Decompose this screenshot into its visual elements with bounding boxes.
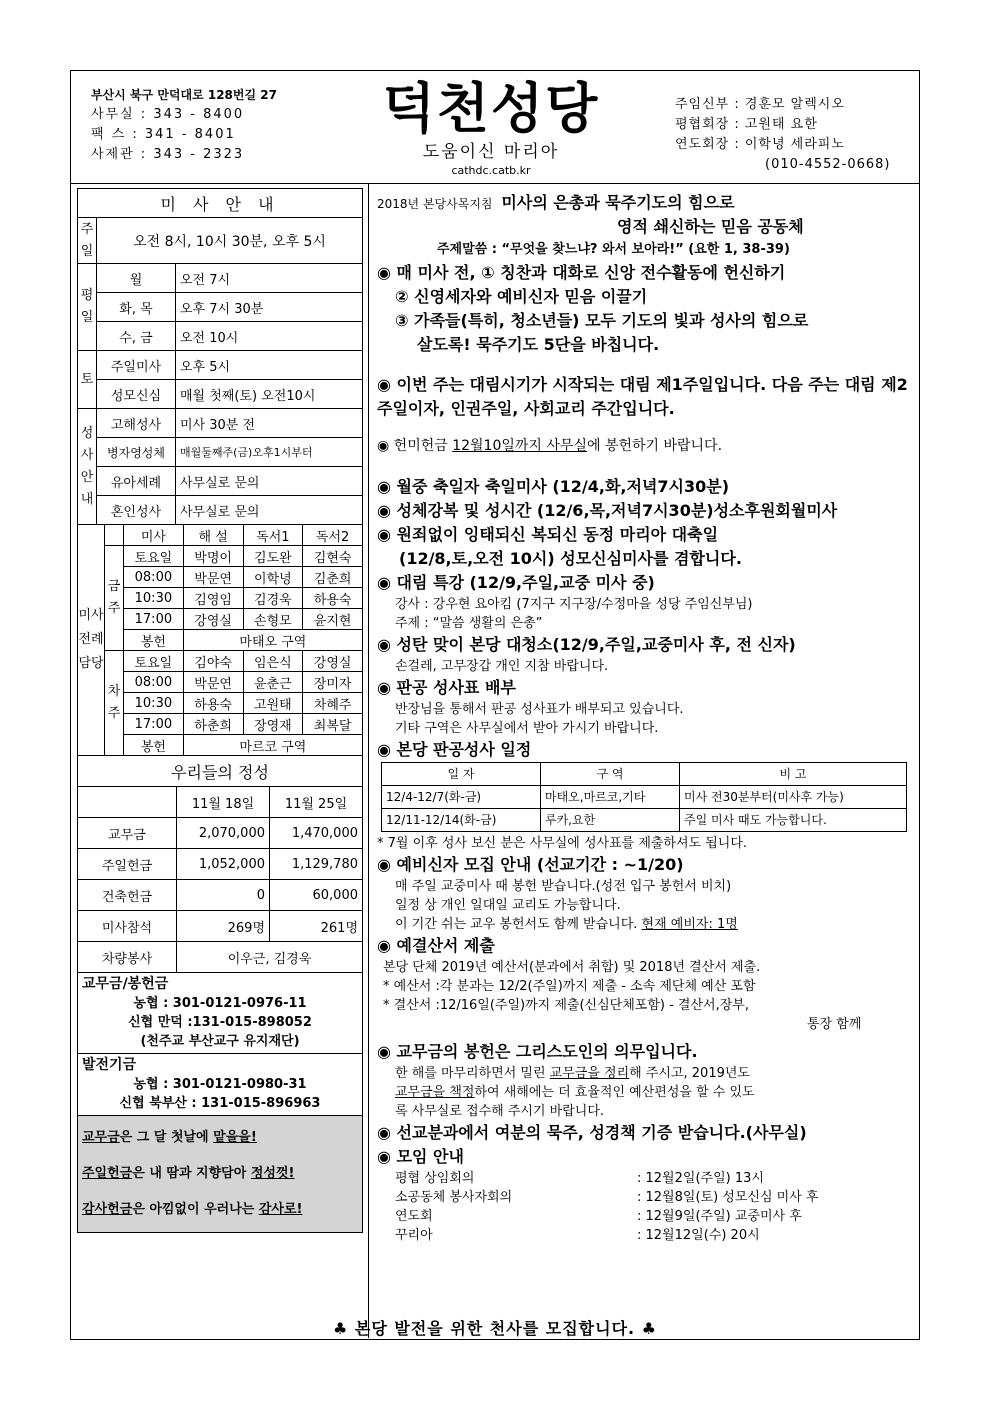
weekday-day: 화, 목 [97,293,176,322]
notice-heading: ◉ 성체강복 및 성시간 (12/6,목,저녁7시30분)성소후원회월미사 [377,501,838,520]
table-cell: 김경욱 [243,588,303,609]
slogan [82,1192,358,1228]
meeting-name: 꾸리아 [395,1228,433,1243]
notice-line: ③ 가족들(특히, 청소년들) 모두 기도의 빛과 성사의 힘으로 [395,311,809,330]
rectory-phone: 사제관 : 343 - 2323 [91,147,245,162]
sacrament-name: 유아세례 [97,467,176,496]
table-cell: 박명이 [183,546,243,567]
table-cell: 임은식 [243,651,303,672]
table-cell: 마태오,마르코,기타 [541,786,680,809]
meeting-row [377,1207,913,1226]
notice-heading: ◉ 예결산서 제출 [377,936,495,955]
meeting-name: 평협 상임회의 [395,1171,475,1186]
table-cell: 최복달 [303,714,363,735]
column-divider [368,183,369,1338]
table-cell: 김영임 [183,588,243,609]
row-label: 건축헌금 [78,880,177,911]
notice-line [377,915,913,934]
mass-guide-table [77,188,363,525]
weekday-day: 수, 금 [97,322,176,351]
notice-heading: ◉ 예비신자 모집 안내 (선교기간 : ~1/20) [377,855,684,874]
contact-info [91,85,277,165]
notice-line: 록 사무실로 접수해 주시기 바랍니다. [395,1104,605,1119]
saturday-item: 성모신심 [97,380,176,409]
week1-label: 금주 [105,546,124,651]
table-cell: 토요일 [124,651,184,672]
table-cell: 박문연 [183,567,243,588]
table-cell: 루카,요한 [541,809,680,832]
sunday-times: 오전 8시, 10시 30분, 오후 5시 [97,218,363,264]
catechumen-count: 현재 예비자: 1명 [641,917,738,932]
notice-line: * 결산서 :12/16일(주일)까지 제출(신심단체포함) - 결산서,장부, [383,998,749,1013]
column-header: 11월 18일 [177,787,270,818]
table-cell: 윤지현 [303,609,363,630]
account-heading: 발전기금 [82,1057,137,1073]
car-service-value: 이우근, 김경욱 [177,942,363,973]
theme-verse: 주제말씀 : “무엇을 찾느냐? 와서 보아라!” (요한 1, 38-39) [437,242,790,257]
offering-notice [377,435,913,457]
meeting-time: : 12월8일(토) 성모신심 미사 후 [637,1190,819,1205]
table-cell: 강영실 [303,651,363,672]
liturgy-duty-table [77,524,363,756]
week2-label: 차주 [105,651,124,756]
yeondo-phone: (010-4552-0668) [765,157,891,172]
sacrament-name: 고해성사 [97,409,176,438]
table-cell: 0 [177,880,270,911]
notice-text: 이 기간 쉬는 교우 봉헌서도 함께 받습니다. [395,917,642,932]
policy-prefix: 2018년 본당사목지침 [377,197,493,211]
saturday-item: 주일미사 [97,351,176,380]
advent-notice: ◉ 이번 주는 대림시기가 시작되는 대림 제1주일입니다. 다음 주는 대림 제2주일이자, 인권주일, 사회교리 주간입니다. [377,375,908,418]
table-cell: 269명 [177,911,270,942]
row-label: 교무금 [78,818,177,849]
table-cell: 장영재 [243,714,303,735]
council-president: 평협회장 : 고원태 요한 [675,117,818,132]
notice-heading: ◉ 교무금의 봉헌은 그리스도인의 의무입니다. [377,1042,698,1061]
table-cell: 김도완 [243,546,303,567]
table-cell: 하용숙 [183,693,243,714]
address: 부산시 북구 만덕대로 128번길 27 [91,88,277,102]
website-url: cathdc.catb.kr [451,164,531,177]
office-phone: 사무실 : 343 - 8400 [91,107,245,122]
notice-line: 기타 구역은 사무실에서 받아 가시기 바랍니다. [395,721,659,736]
slogan-key: 교무금 [82,1130,120,1145]
notice-text: 에 봉헌하기 바랍니다. [586,438,723,454]
table-cell: 17:00 [124,609,184,630]
duty-header: 독서2 [303,525,363,546]
column-header: 일 자 [382,763,541,786]
table-cell: 토요일 [124,546,184,567]
masthead [371,77,611,179]
table-cell: 차혜주 [303,693,363,714]
meeting-name: 소공동체 봉사자회의 [395,1190,513,1205]
weekday-label: 평일 [78,264,97,351]
policy-line: 영적 쇄신하는 믿음 공동체 [617,217,804,236]
table-cell: 10:30 [124,693,184,714]
sacrament-label: 성사안내 [78,409,97,525]
notice-heading: ◉ 매 미사 전, ① 칭찬과 대화로 신앙 전수활동에 헌신하기 [377,263,786,282]
notice-line: 살도록! 묵주기도 5단을 바칩니다. [417,335,660,354]
footer-banner: ♣ 본당 발전을 위한 천사를 모집합니다. ♣ [332,1319,658,1338]
weekday-day: 월 [97,264,176,293]
duty-header: 해 설 [183,525,243,546]
duty-corner [105,525,124,546]
slogan-key: 정성껏! [250,1166,295,1181]
table-cell: 박문연 [183,672,243,693]
notice-deadline: 12월10일까지 사무실 [452,438,587,454]
account-holder: (천주교 부산교구 유지재단) [140,1034,300,1049]
sacrament-info: 사무실로 문의 [176,496,363,525]
car-service-label: 차량봉사 [78,942,177,973]
sacrament-name: 병자영성체 [97,438,176,467]
meeting-time: : 12월9일(주일) 교중미사 후 [637,1209,802,1224]
table-cell: 마태오 구역 [183,630,362,651]
table-cell [78,787,177,818]
weekday-time: 오후 7시 30분 [176,293,363,322]
notice-heading: ◉ 선교분과에서 여분의 묵주, 성경책 기증 받습니다.(사무실) [377,1123,807,1142]
notice-line: 강사 : 강우현 요아킴 (7지구 지구장/수정마을 성당 주임신부님) [395,597,753,612]
table-cell: 10:30 [124,588,184,609]
confession-schedule-table [381,762,907,832]
policy-line: 미사의 은총과 묵주기도의 힘으로 [501,193,735,212]
notice-emphasis: 교무금을 책정 [395,1085,475,1100]
account-number: 농협 : 301-0121-0976-11 [133,996,307,1011]
slogan-key: 맡을을! [213,1130,257,1145]
table-cell: 08:00 [124,567,184,588]
notice-line: * 7월 이후 성사 보신 분은 사무실에 성사표를 제출하셔도 됩니다. [377,836,748,851]
table-cell: 17:00 [124,714,184,735]
notice-line [377,1083,913,1102]
table-cell: 1,470,000 [270,818,363,849]
bulletin-frame [70,70,920,1340]
notice-heading: ◉ 월중 축일자 축일미사 (12/4,화,저녁7시30분) [377,477,730,496]
table-cell: 261명 [270,911,363,942]
account-number: 농협 : 301-0121-0980-31 [133,1077,307,1092]
notice-line [377,1064,913,1083]
sacrament-info: 매월둘째주(금)오후1시부터 [176,438,363,467]
table-cell: 강영실 [183,609,243,630]
table-cell: 마르코 구역 [183,735,362,756]
table-cell: 12/11-12/14(화-금) [382,809,541,832]
sacrament-info: 미사 30분 전 [176,409,363,438]
staff-info [675,95,891,175]
slogan-text: 은 내 땀과 지향담아 [132,1166,251,1181]
slogan-key: 감사헌금 [82,1202,133,1217]
table-cell: 고원태 [243,693,303,714]
slogan [82,1120,358,1156]
saturday-label: 토 [78,351,97,409]
notice-heading: ◉ 원죄없이 잉태되신 복되신 동정 마리아 대축일 [377,525,719,544]
weekday-time: 오전 7시 [176,264,363,293]
table-cell: 윤춘근 [243,672,303,693]
meeting-name: 연도회 [395,1209,433,1224]
notice-line: 반장님을 통해서 판공 성사표가 배부되고 있습니다. [395,702,684,717]
table-cell: 하용숙 [303,588,363,609]
account-number: 신협 북부산 : 131-015-896963 [119,1096,321,1111]
table-cell: 1,129,780 [270,849,363,880]
saturday-time: 매월 첫째(토) 오전10시 [176,380,363,409]
sunday-label: 주일 [78,218,97,264]
row-label: 주일헌금 [78,849,177,880]
notice-text: ◉ 헌미헌금 [377,438,453,454]
duty-header: 독서1 [243,525,303,546]
duty-header: 미사 [124,525,184,546]
slogan-key: 감사로! [258,1202,303,1217]
table-cell: 봉헌 [124,630,184,651]
slogan-key: 주일헌금 [82,1166,133,1181]
table-cell: 2,070,000 [177,818,270,849]
table-cell: 이학녕 [243,567,303,588]
notice-text: 한 해를 마무리하면서 밀린 [395,1066,550,1081]
slogan-text: 은 아낌없이 우러나는 [132,1202,259,1217]
duty-side-label: 미사전례담당 [78,525,105,756]
left-column [77,188,363,1233]
slogan [82,1156,358,1192]
notice-line: (12/8,토,오전 10시) 성모신심미사를 겸합니다. [399,549,742,568]
notice-line: 일정 상 개인 일대일 교리도 가능합니다. [395,898,621,913]
sacrament-name: 혼인성사 [97,496,176,525]
meeting-row [377,1226,913,1245]
notices-column [377,191,913,1245]
account-number: 신협 만덕 :131-015-898052 [128,1015,312,1030]
notice-line: 주제 : “말씀 생활의 은총” [395,616,543,631]
table-cell: 봉헌 [124,735,184,756]
weekday-time: 오전 10시 [176,322,363,351]
notice-heading: ◉ 판공 성사표 배부 [377,678,516,697]
meeting-row [377,1169,913,1188]
table-cell: 12/4-12/7(화-금) [382,786,541,809]
page-title: 덕천성당 [382,77,600,140]
column-header: 11월 25일 [270,787,363,818]
pastor: 주임신부 : 경훈모 알렉시오 [675,97,845,112]
notice-line: 본당 단체 2019년 예산서(분과에서 취합) 및 2018년 결산서 제출. [383,960,761,975]
table-cell: 김현숙 [303,546,363,567]
notice-heading: ◉ 모임 안내 [377,1147,464,1166]
meeting-row [377,1188,913,1207]
offerings-table [77,755,363,973]
notice-line: 매 주일 교중미사 때 봉헌 받습니다.(성전 입구 봉헌서 비치) [395,879,732,894]
table-cell: 하춘희 [183,714,243,735]
account-heading: 교무금/봉헌금 [82,976,169,992]
mass-guide-caption: 미 사 안 내 [78,189,363,218]
pastoral-policy [377,191,913,215]
notice-line: 손걸레, 고무장갑 개인 지참 바랍니다. [395,659,609,674]
saturday-time: 오후 5시 [176,351,363,380]
row-label: 미사참석 [78,911,177,942]
meeting-time: : 12월12일(수) 20시 [637,1228,760,1243]
notice-emphasis: 교무금을 정리 [549,1066,630,1081]
table-cell: 미사 전30분부터(미사후 가능) [680,786,907,809]
table-cell: 손형모 [243,609,303,630]
offerings-caption: 우리들의 정성 [78,756,363,787]
table-cell: 주일 미사 때도 가능합니다. [680,809,907,832]
notice-line: * 예산서 :각 분과는 12/2(주일)까지 제출 - 소속 제단체 예산 포함 [383,979,756,994]
notice-text: 해 주시고, 2019년도 [629,1066,750,1081]
notice-line: 통장 함께 [807,1017,862,1032]
slogan-text: 은 그 달 첫날에 [119,1130,214,1145]
table-cell: 김춘희 [303,567,363,588]
table-cell: 장미자 [303,672,363,693]
notice-heading: ◉ 성탄 맞이 본당 대청소(12/9,주일,교중미사 후, 전 신자) [377,635,796,654]
column-header: 구 역 [541,763,680,786]
table-cell: 08:00 [124,672,184,693]
table-cell: 김야숙 [183,651,243,672]
notice-heading: ◉ 본당 판공성사 일정 [377,740,532,759]
table-cell: 60,000 [270,880,363,911]
subtitle: 도움이신 마리아 [422,142,560,162]
yeondo-president: 연도회장 : 이학녕 세라피노 [675,137,845,152]
notice-line: ② 신영세자와 예비신자 믿음 이끌기 [395,287,648,306]
sacrament-info: 사무실로 문의 [176,467,363,496]
slogans-box [77,1116,363,1233]
account-info [77,973,363,1054]
fund-account-info [77,1054,363,1116]
notice-text: 하여 새해에는 더 효율적인 예산편성을 할 수 있도 [474,1085,755,1100]
table-cell: 1,052,000 [177,849,270,880]
header-divider [71,183,919,184]
meeting-time: : 12월2일(주일) 13시 [637,1171,764,1186]
column-header: 비 고 [680,763,907,786]
fax: 팩 스 : 341 - 8401 [91,127,236,142]
notice-heading: ◉ 대림 특강 (12/9,주일,교중 미사 중) [377,573,655,592]
